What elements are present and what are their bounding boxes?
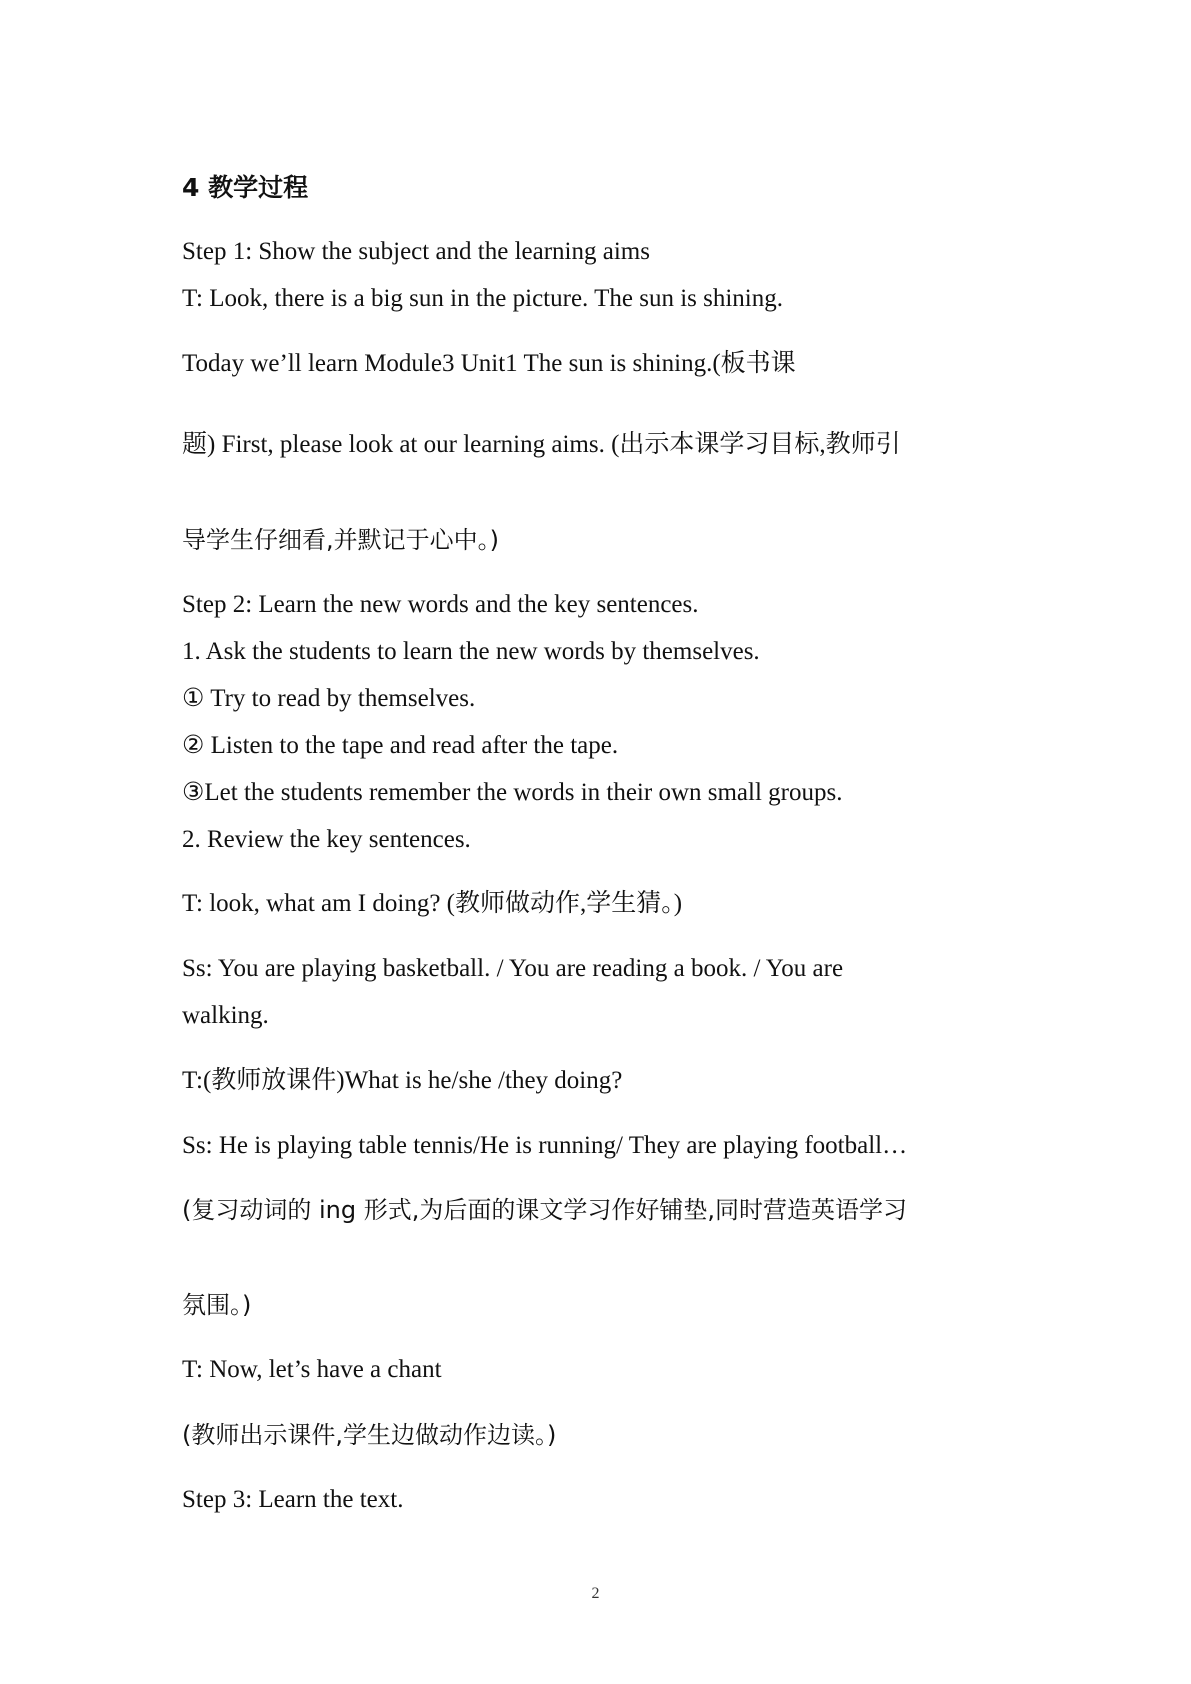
text-line: 1. Ask the students to learn the new words by themselves. [182, 638, 760, 665]
page-number: 2 [591, 1585, 600, 1602]
text-line: T:(教师放课件)What is he/she /they doing? [182, 1067, 623, 1094]
text-line: ③Let the students remember the words in their own small groups. [182, 779, 843, 806]
text-line: 题) First, please look at our learning aims. (出示本课学习目标,教师引 [182, 431, 901, 458]
text-line: (复习动词的 ing 形式,为后面的课文学习作好铺垫,同时营造英语学习 [182, 1196, 907, 1224]
text-line: 导学生仔细看,并默记于心中。) [182, 526, 499, 554]
section-heading: 4 教学过程 [182, 173, 309, 202]
text-line: Ss: He is playing table tennis/He is running/ They are playing football… [182, 1132, 908, 1159]
text-line: ② Listen to the tape and read after the tape. [182, 732, 619, 759]
text-line: T: Now, let’s have a chant [182, 1356, 442, 1383]
text-line: Step 2: Learn the new words and the key sentences. [182, 591, 699, 618]
text-line: ① Try to read by themselves. [182, 685, 476, 712]
text-line: (教师出示课件,学生边做动作边读。) [182, 1421, 557, 1449]
text-line: T: look, what am I doing? (教师做动作,学生猜。) [182, 890, 683, 917]
text-line: walking. [182, 1002, 269, 1029]
text-line: T: Look, there is a big sun in the picture. The sun is shining. [182, 285, 783, 312]
text-line: Step 1: Show the subject and the learning aims [182, 238, 650, 265]
text-line: 2. Review the key sentences. [182, 826, 471, 853]
text-line: Step 3: Learn the text. [182, 1486, 404, 1513]
text-line: 氛围。) [182, 1291, 252, 1319]
text-line: Today we’ll learn Module3 Unit1 The sun is shining.(板书课 [182, 350, 796, 377]
text-line: Ss: You are playing basketball. / You are reading a book. / You are [182, 955, 844, 982]
